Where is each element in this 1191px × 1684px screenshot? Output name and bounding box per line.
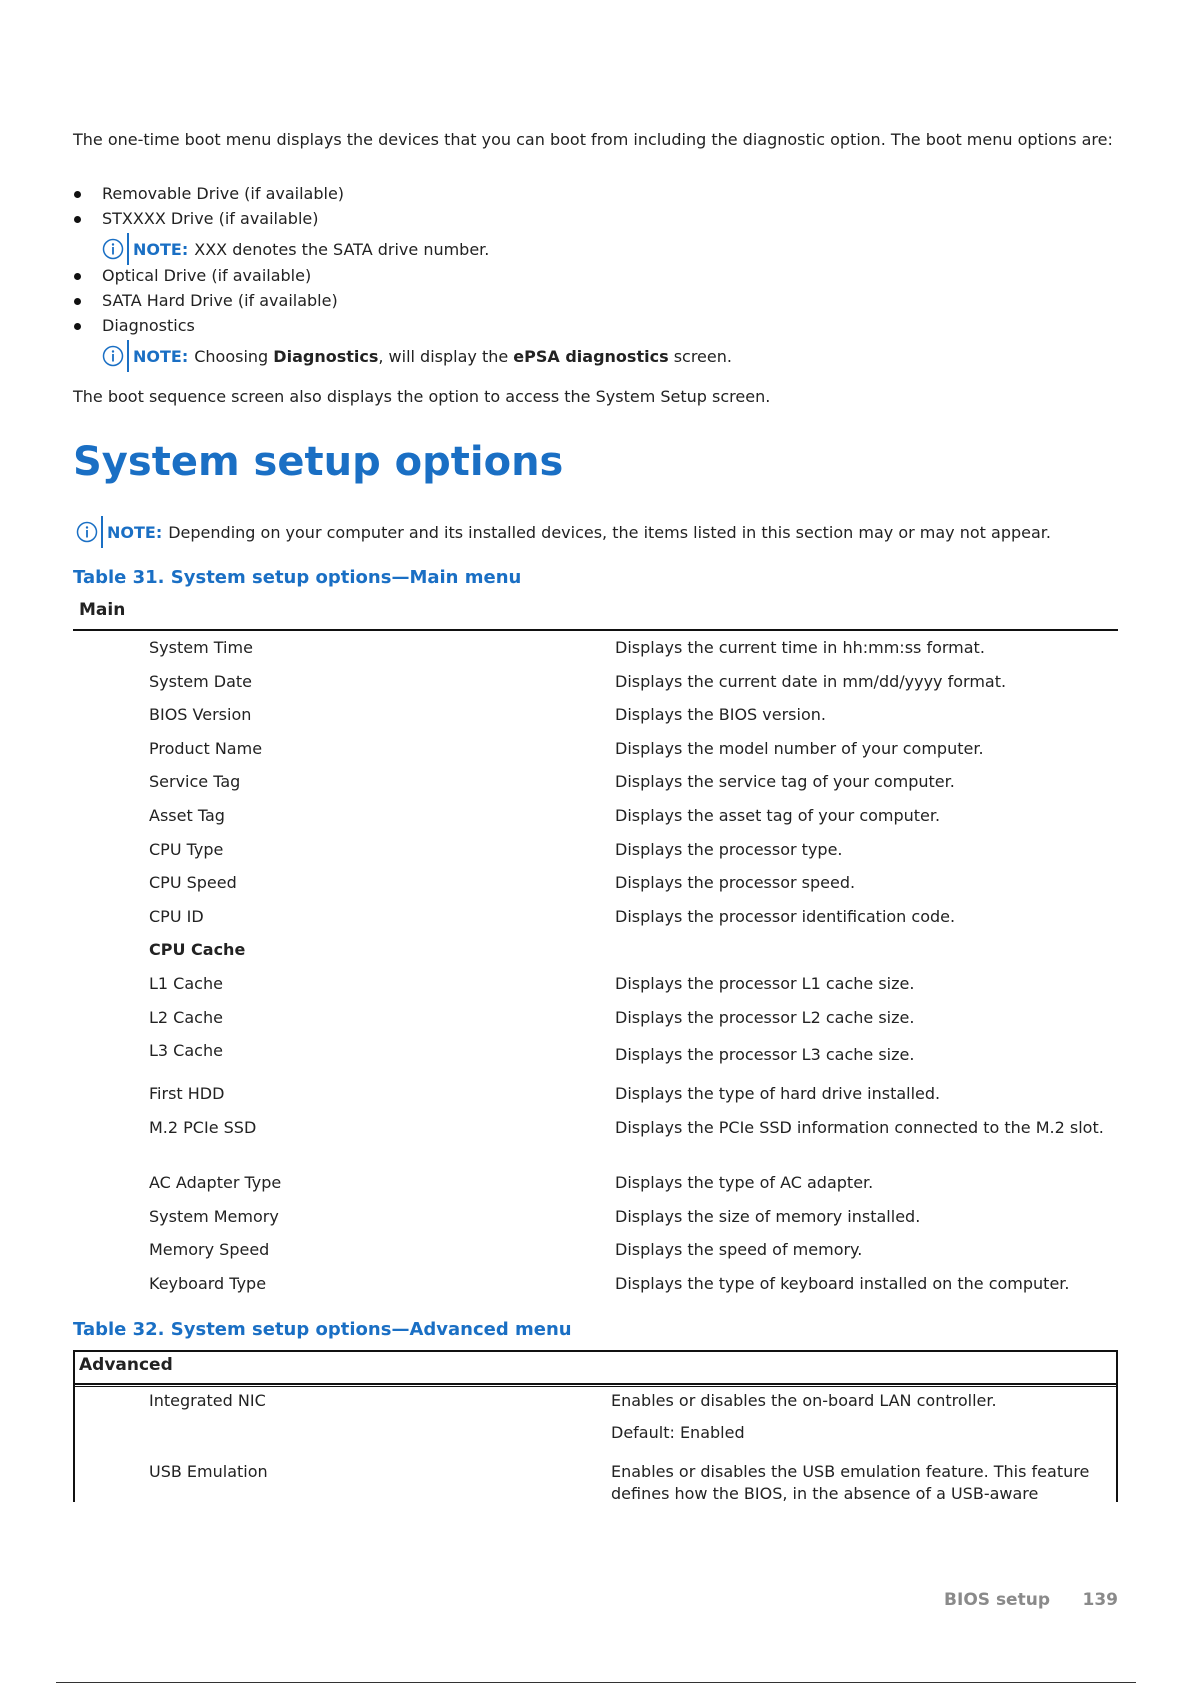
table31-caption: Table 31. System setup options—Main menu: [73, 567, 522, 588]
note-divider: [101, 516, 103, 548]
info-icon: [102, 345, 124, 367]
closing-paragraph: The boot sequence screen also displays the option to access the System Setup screen.: [73, 387, 771, 406]
bullet-dot: [74, 216, 81, 223]
table32-caption: Table 32. System setup options—Advanced menu: [73, 1319, 572, 1340]
table32-header: Advanced: [79, 1355, 173, 1375]
bullet-dot: [74, 298, 81, 305]
note-divider: [127, 233, 129, 265]
note-text: Choosing Diagnostics, will display the ePSA diagnostics screen.: [194, 346, 732, 366]
page-footer: [73, 1590, 1118, 1614]
info-icon: [102, 238, 124, 260]
note-label: NOTE:: [107, 522, 163, 542]
note-label: NOTE:: [133, 239, 189, 259]
list-item: Optical Drive (if available): [73, 265, 1118, 290]
section-heading: System setup options: [73, 439, 564, 485]
table32-header-rule: [73, 1383, 1118, 1387]
note-divider: [127, 340, 129, 372]
page-number: 139: [1082, 1590, 1118, 1610]
table31-header: Main: [79, 600, 126, 620]
note-label: NOTE:: [133, 346, 189, 366]
list-item: STXXXX Drive (if available): [73, 208, 1118, 233]
list-item: SATA Hard Drive (if available): [73, 290, 1118, 315]
bullet-dot: [74, 323, 81, 330]
footer-section-title: BIOS setup: [944, 1590, 1050, 1610]
list-item: Diagnostics: [73, 315, 1118, 340]
bullet-dot: [74, 191, 81, 198]
intro-paragraph: The one-time boot menu displays the devices that you can boot from including the diagnostic option. The boot menu options are:: [73, 130, 1113, 149]
boot-options-list: [73, 183, 1118, 372]
note-sata: [73, 233, 1118, 265]
note-text: XXX denotes the SATA drive number.: [194, 239, 490, 259]
note-section: [73, 516, 1051, 548]
info-icon: [76, 521, 98, 543]
bullet-dot: [74, 273, 81, 280]
bottom-rule: [56, 1682, 1136, 1683]
note-diagnostics: [73, 340, 1118, 372]
table32-header-box: [73, 1350, 1118, 1383]
list-item: Removable Drive (if available): [73, 183, 1118, 208]
note-text: Depending on your computer and its installed devices, the items listed in this section may or may not appear.: [168, 522, 1051, 542]
table31-header-rule: [73, 629, 1118, 631]
